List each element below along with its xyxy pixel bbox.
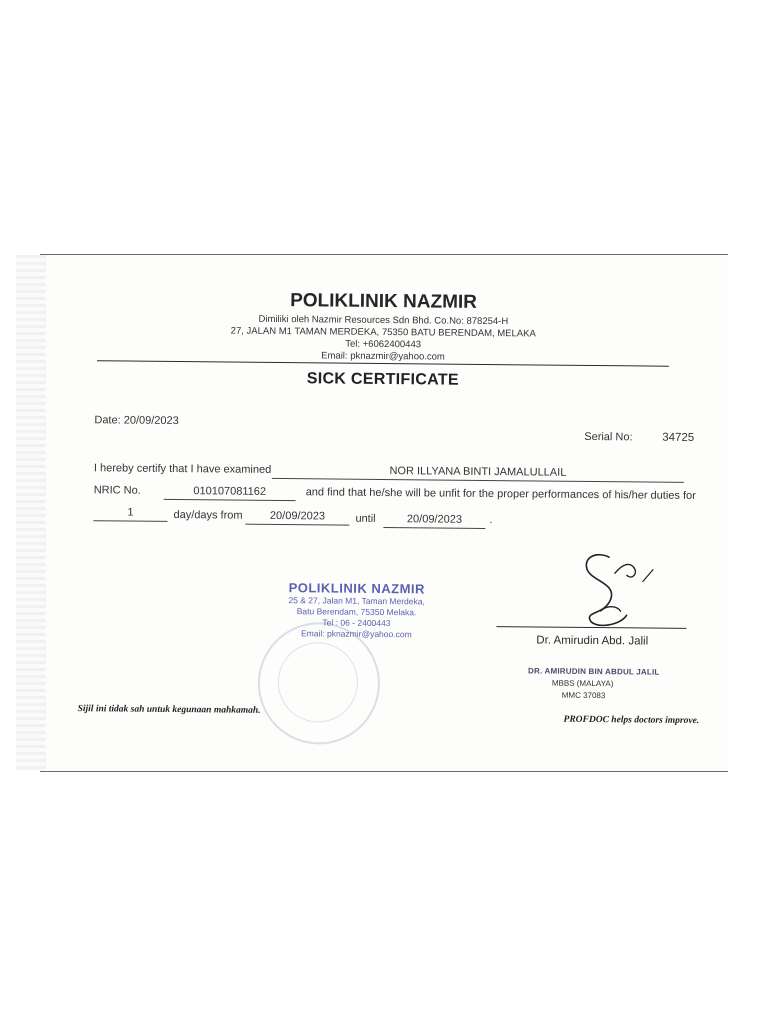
tel-line: Tel: +6062400443: [345, 338, 422, 351]
end-mark: .: [489, 514, 493, 527]
certificate-title: SICK CERTIFICATE: [306, 370, 459, 389]
doctor-name: Dr. Amirudin Abd. Jalil: [536, 634, 649, 648]
court-disclaimer: Sijil ini tidak sah untuk kegunaan mahkamah.: [77, 704, 261, 716]
nric-field: 010107081162: [164, 485, 296, 501]
patient-name-field: NOR ILLYANA BINTI JAMALULLAIL: [272, 464, 684, 483]
unfit-statement: and find that he/she will be unfit for the proper performances of his/her duties for: [305, 486, 696, 503]
stamp-clinic-name: POLIKLINIK NAZMIR: [288, 580, 426, 597]
days-label: day/days from: [173, 508, 243, 522]
owner-line: Dimiliki oleh Nazmir Resources Sdn Bhd. Co.No: 878254-H: [258, 313, 509, 328]
address-line: 27, JALAN M1 TAMAN MERDEKA, 75350 BATU BERENDAM, MELAKA: [230, 325, 536, 340]
days-field: 1: [93, 506, 167, 522]
doctor-qualification: MBBS (MALAYA): [551, 678, 614, 689]
doctor-mmc: MMC 37083: [561, 690, 606, 701]
email-line: Email: pknazmir@yahoo.com: [321, 350, 445, 363]
nric-label: NRIC No.: [93, 484, 141, 497]
serial-label: Serial No:: [584, 430, 633, 444]
doctor-stamp-name: DR. AMIRUDIN BIN ABDUL JALIL: [527, 666, 660, 677]
certificate-sheet: [40, 254, 728, 772]
serial-number: 34725: [662, 431, 695, 444]
from-date-field: 20/09/2023: [245, 510, 349, 526]
issue-date: Date: 20/09/2023: [94, 414, 179, 428]
stamp-address-2: Batu Berendam, 75350 Melaka.: [296, 606, 417, 618]
until-label: until: [355, 512, 376, 525]
doctor-signature: [556, 549, 667, 632]
clinic-stamp: [276, 580, 437, 641]
until-date-field: 20/09/2023: [383, 513, 485, 529]
clinic-name: POLIKLINIK NAZMIR: [290, 290, 478, 313]
stamp-tel: Tel : 06 - 2400443: [322, 617, 391, 629]
stamp-email: Email: pknazmir@yahoo.com: [300, 628, 412, 640]
profdoc-note: PROFDOC helps doctors improve.: [563, 714, 700, 727]
stamp-address-1: 25 & 27, Jalan M1, Taman Merdeka,: [288, 595, 425, 607]
certify-label: I hereby certify that I have examined: [93, 462, 272, 476]
clinic-seal: [257, 622, 380, 745]
certificate-content: [35, 252, 728, 775]
